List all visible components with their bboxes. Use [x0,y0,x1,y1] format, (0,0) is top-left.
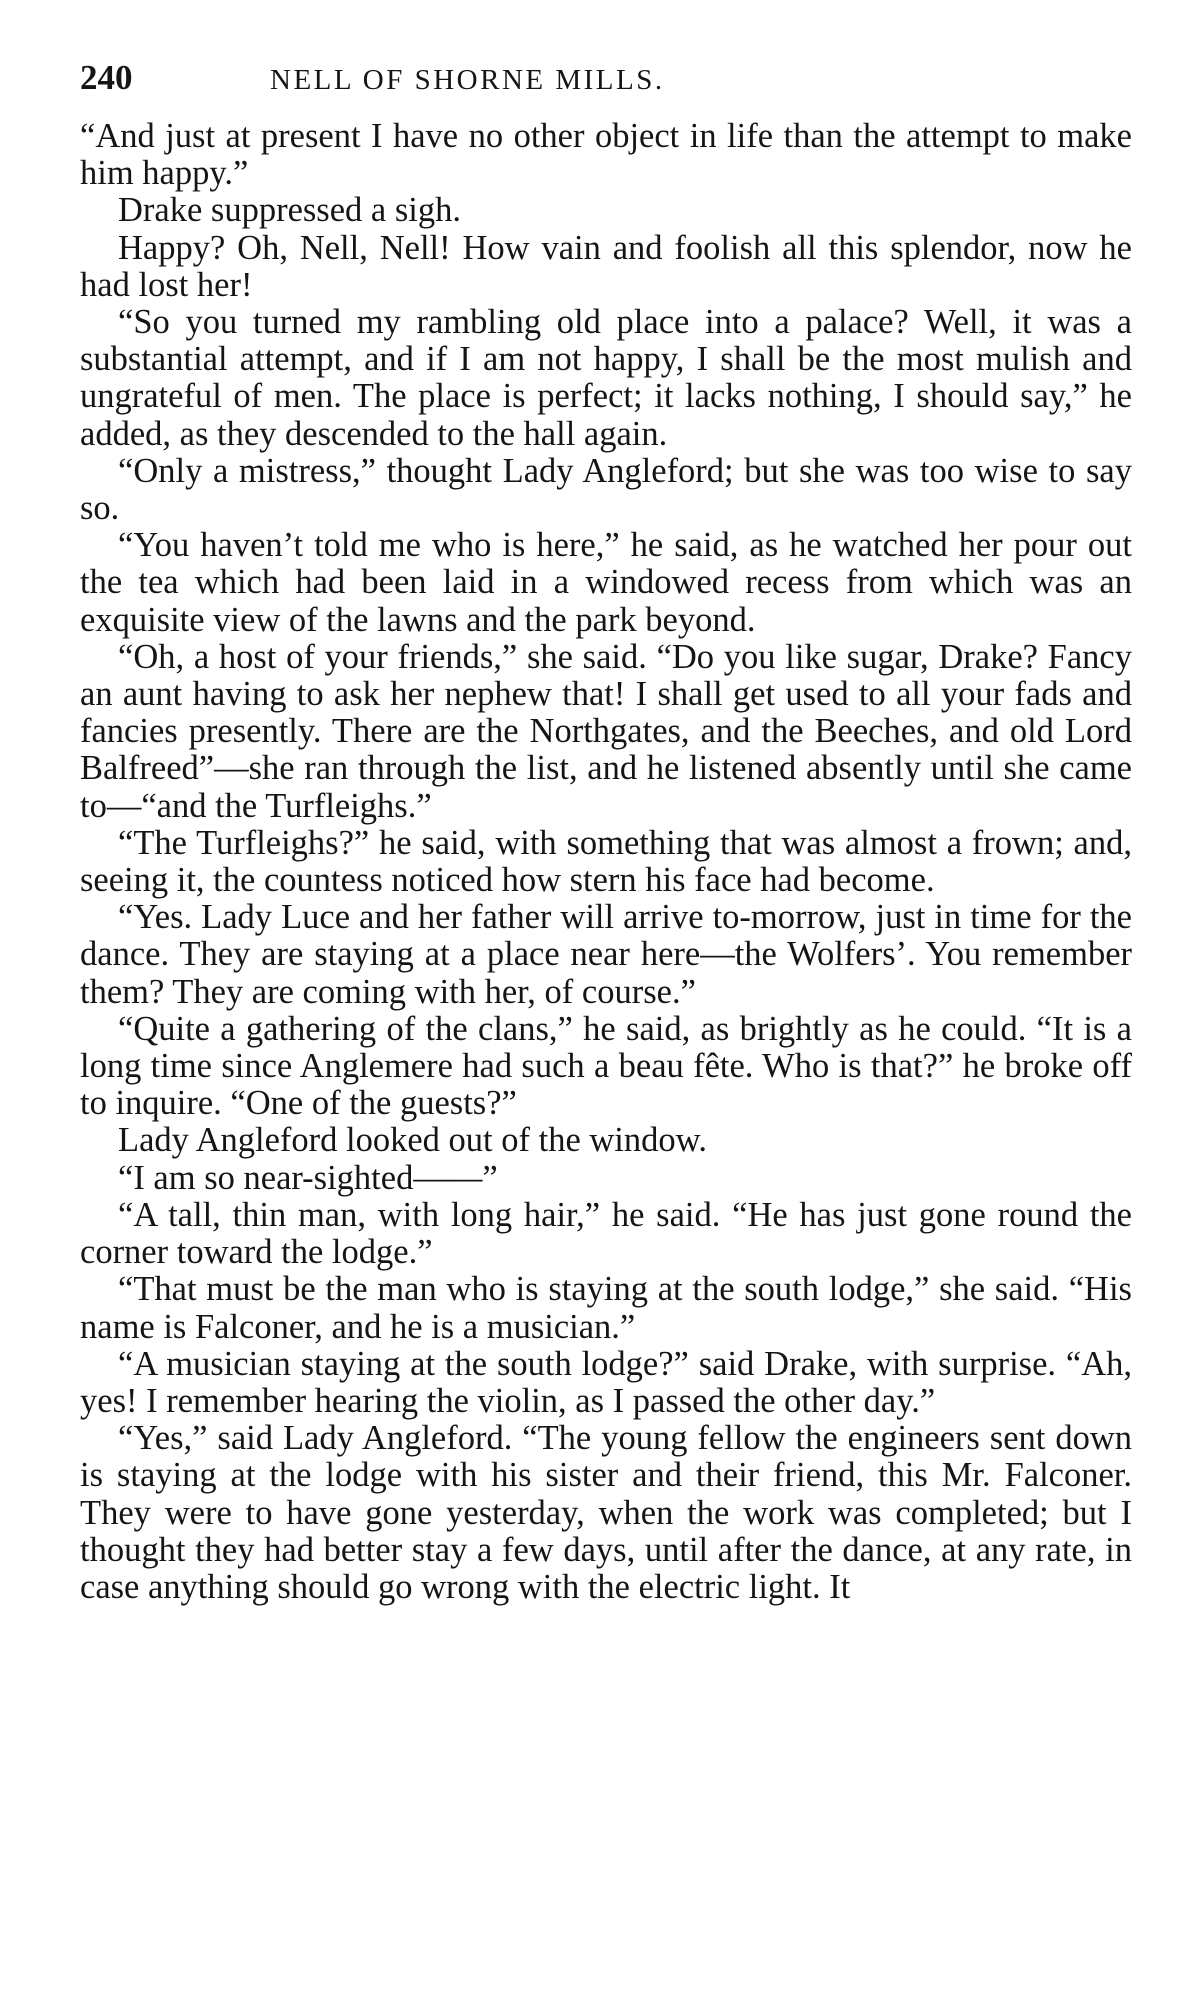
paragraph: “That must be the man who is staying at the south lodge,” she said. “His name is Falconer, and he is a musician.” [80,1270,1132,1346]
paragraph: “So you turned my rambling old place into a palace? Well, it was a substantial attempt, and if I am not happy, I shall be the most mulish and ungrateful of men. The place is perfect; it lacks nothing, I should say,” he added, as they descended to the hall again. [80,303,1132,453]
paragraph: “And just at present I have no other object in life than the attempt to make him happy.” [80,117,1132,193]
paragraph: Happy? Oh, Nell, Nell! How vain and foolish all this splendor, now he had lost her! [80,228,1132,304]
paragraph: “Oh, a host of your friends,” she said. “Do you like sugar, Drake? Fancy an aunt having to ask her nephew that! I shall get used to all your fads and fancies presently. There are the Northgates, and the Beeches, and old Lord Balfreed”—she ran through the list, and he listened absently until she came to—“and the Turfleighs.” [80,637,1132,825]
paragraph: Lady Angleford looked out of the window. [118,1121,707,1160]
paragraph: “Only a mistress,” thought Lady Angleford; but she was too wise to say so. [80,451,1132,528]
paragraph: Drake suppressed a sigh. [118,191,461,230]
paragraph: “Yes. Lady Luce and her father will arrive to-morrow, just in time for the dance. They are staying at a place near here—the Wolfers’. You remember them? They are coming with her, of course.” [80,898,1132,1011]
running-title: NELL OF SHORNE MILLS. [270,64,665,96]
book-page [80,58,1132,1606]
paragraph: “A musician staying at the south lodge?” said Drake, with surprise. “Ah, yes! I remember hearing the violin, as I passed the other day.” [80,1344,1132,1420]
body-text [80,118,1132,1606]
paragraph: “A tall, thin man, with long hair,” he said. “He has just gone round the corner toward the lodge.” [80,1195,1132,1272]
paragraph: “The Turfleighs?” he said, with something that was almost a frown; and, seeing it, the countess noticed how stern his face had become. [80,823,1132,900]
paragraph: “I am so near-sighted——” [118,1158,498,1197]
page-number: 240 [80,58,133,97]
page-header [80,58,1132,112]
paragraph: “You haven’t told me who is here,” he said, as he watched her pour out the tea which had been laid in a windowed recess from which was an exquisite view of the lawns and the park beyond. [80,526,1132,639]
paragraph: “Quite a gathering of the clans,” he said, as brightly as he could. “It is a long time since Anglemere had such a beau fête. Who is that?” he broke off to inquire. “One of the guests?” [80,1009,1132,1123]
paragraph: “Yes,” said Lady Angleford. “The young fellow the engineers sent down is staying at the lodge with his sister and their friend, this Mr. Falconer. They were to have gone yesterday, when the work was completed; but I thought they had better stay a few days, until after the dance, at any rate, in case anything should go wrong with the electric light. It [80,1419,1132,1606]
